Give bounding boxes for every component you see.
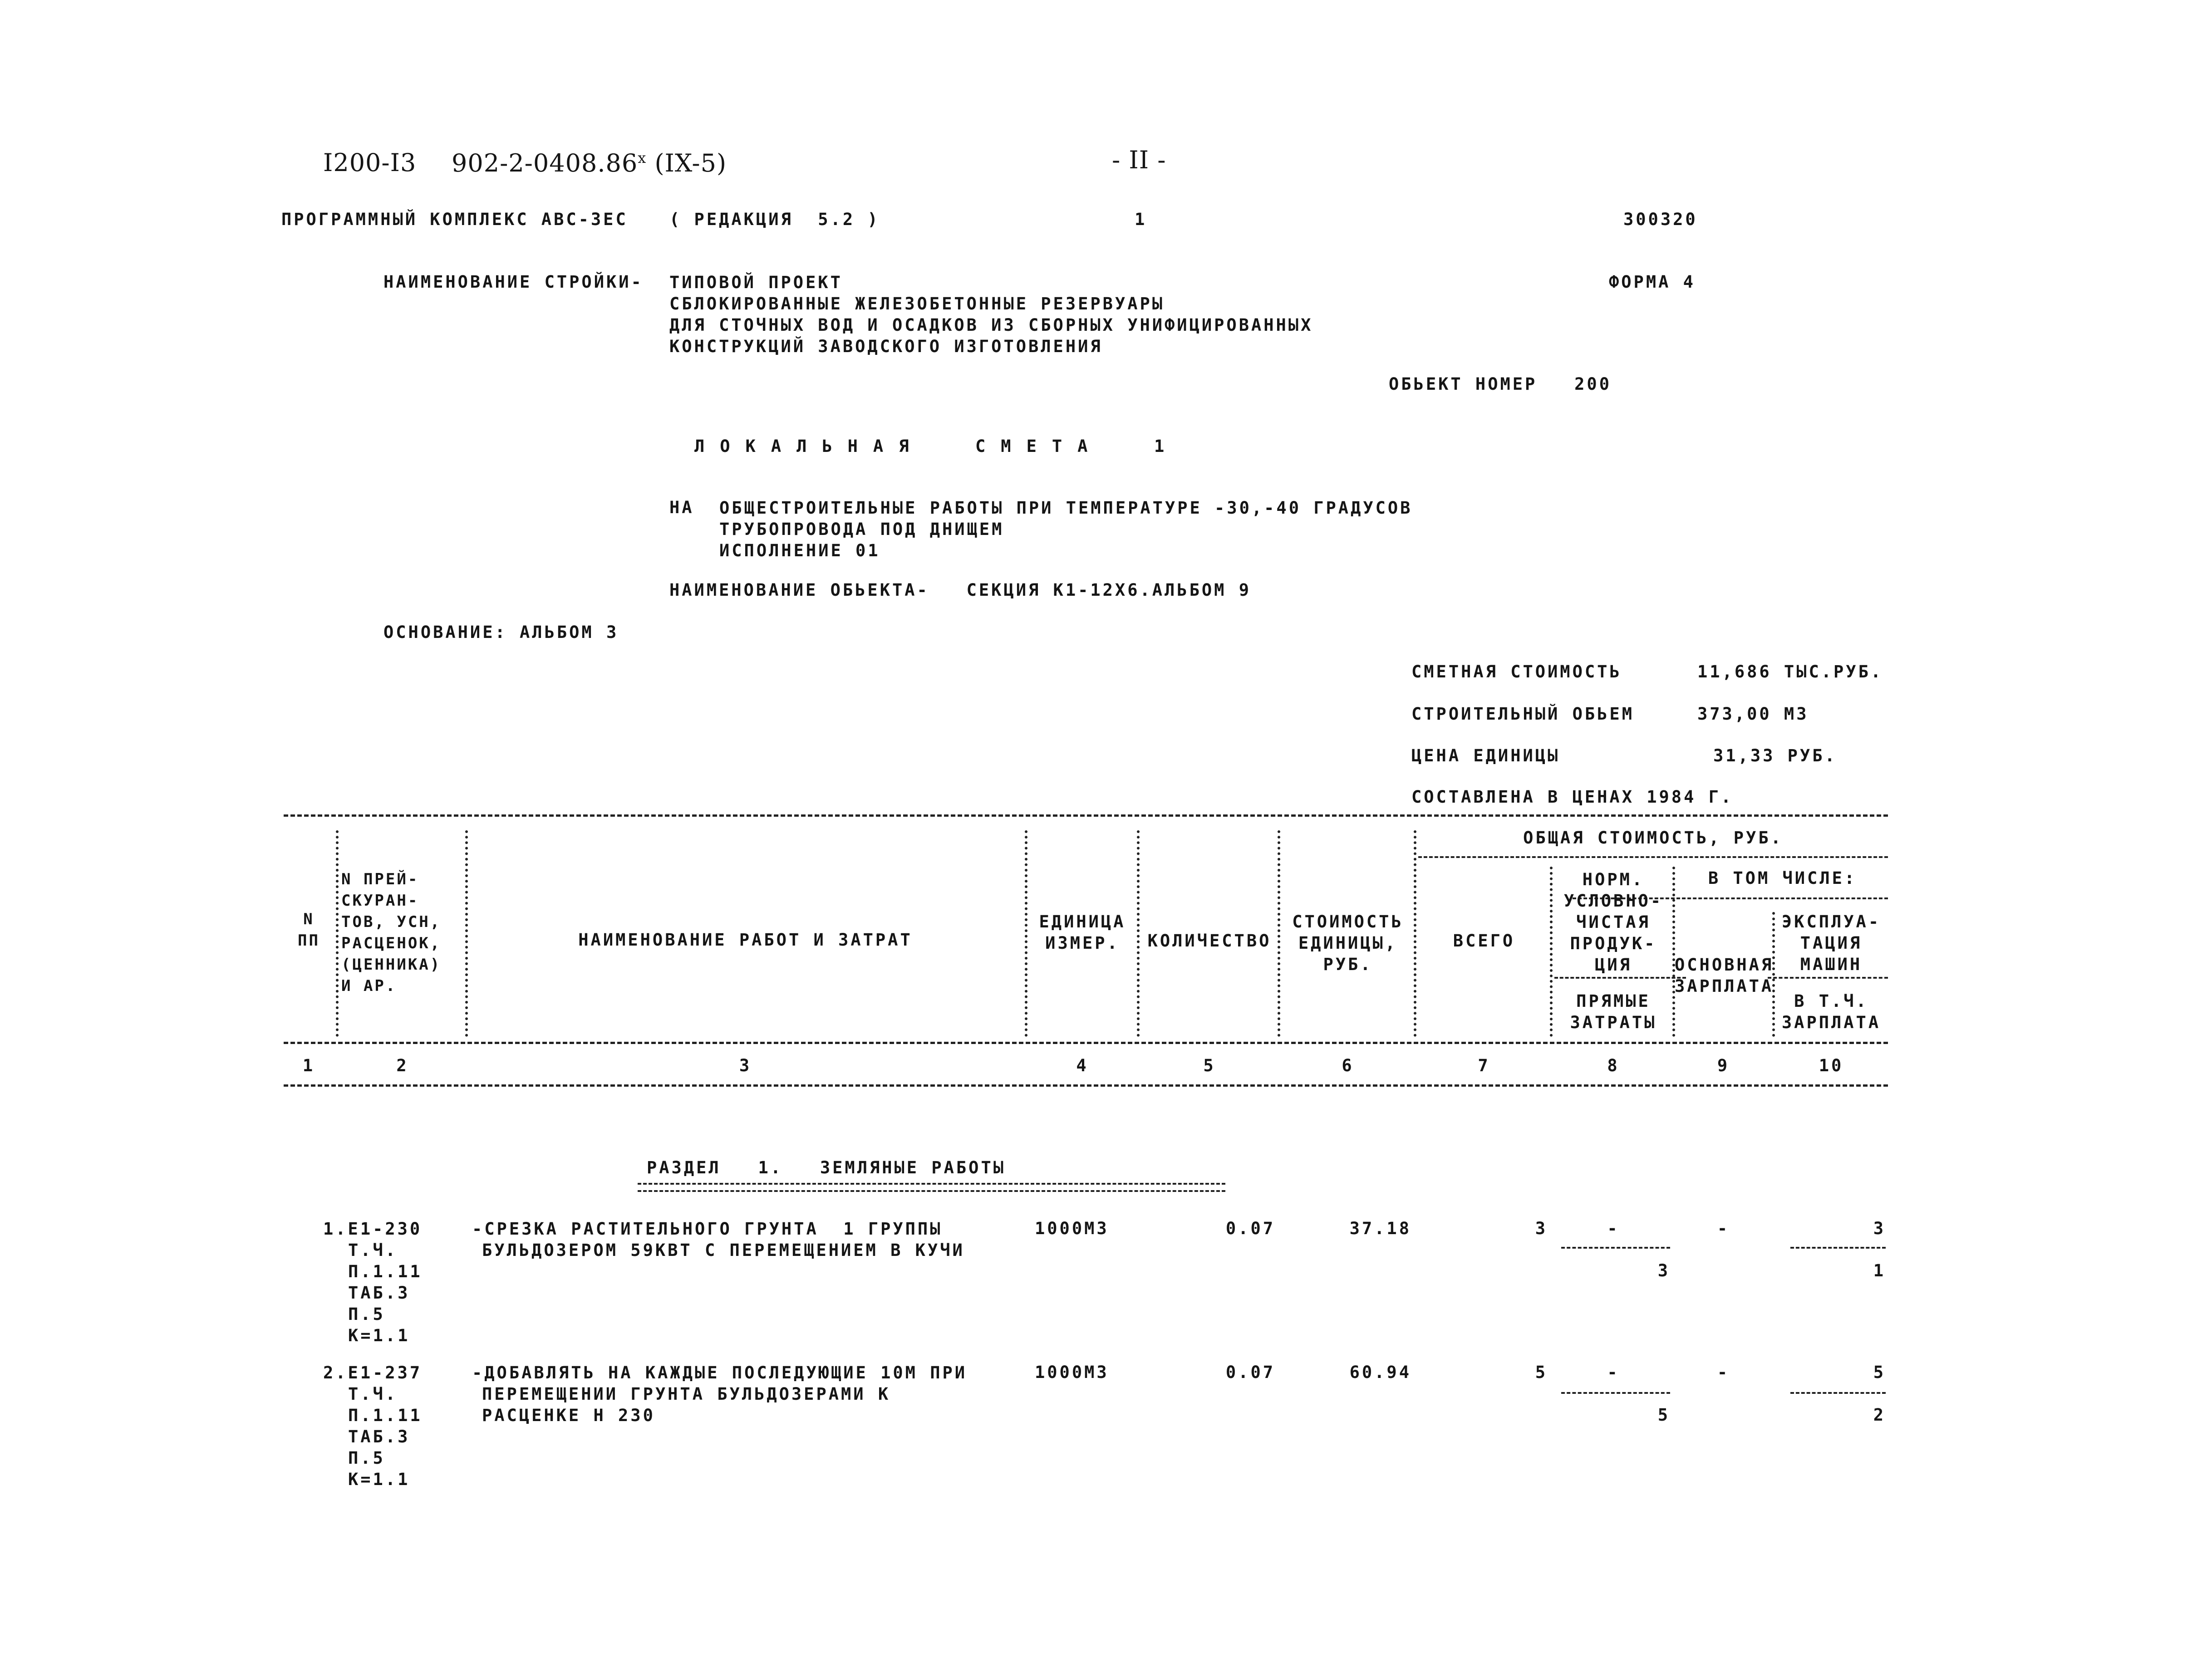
column-number: 6 xyxy=(1342,1056,1354,1075)
col-machine-wages-header: В Т.Ч. ЗАРПЛАТА xyxy=(1781,991,1881,1032)
column-number: 7 xyxy=(1478,1056,1490,1075)
construction-line: ДЛЯ СТОЧНЫХ ВОД И ОСАДКОВ ИЗ СБОРНЫХ УНИФИЦИРОВАННЫХ xyxy=(669,315,1313,335)
rule xyxy=(284,1084,1888,1087)
summary-label: СТРОИТЕЛЬНЫЙ ОБЬЕМ xyxy=(1411,704,1634,724)
rule xyxy=(1768,977,1888,979)
summary-value: 11,686 ТЫС.РУБ. xyxy=(1697,662,1883,681)
col-price-header: СТОИМОСТЬ ЕДИНИЦЫ, РУБ. xyxy=(1292,912,1404,974)
col-name-header: НАИМЕНОВАНИЕ РАБОТ И ЗАТРАТ xyxy=(578,930,913,950)
row-machines-bottom: 2 xyxy=(1873,1405,1886,1425)
row-norm-top: - xyxy=(1607,1219,1620,1238)
row-wages: - xyxy=(1717,1219,1730,1238)
column-number: 5 xyxy=(1203,1056,1216,1075)
column-number: 8 xyxy=(1607,1056,1620,1075)
prices-year: СОСТАВЛЕНА В ЦЕНАХ 1984 Г. xyxy=(1411,787,1734,807)
object-name: НАИМЕНОВАНИЕ ОБЬЕКТА- СЕКЦИЯ К1-12Х6.АЛЬБОМ 9 xyxy=(669,580,1251,600)
estimate-title: ЛОКАЛЬНАЯ СМЕТА 1 xyxy=(694,436,1180,456)
row-price: 37.18 xyxy=(1349,1219,1411,1238)
row-total: 3 xyxy=(1535,1219,1548,1238)
col-wages-header: ОСНОВНАЯ ЗАРПЛАТА xyxy=(1675,955,1774,996)
row-norm-top: - xyxy=(1607,1363,1620,1382)
row-machines-bottom: 1 xyxy=(1873,1261,1886,1280)
column-separator xyxy=(1414,830,1416,1037)
form-label: ФОРМА 4 xyxy=(1609,272,1696,292)
cell-divider xyxy=(1790,1247,1886,1249)
column-separator xyxy=(465,830,468,1037)
estimate-purpose xyxy=(719,497,1412,561)
column-separator xyxy=(1550,867,1553,1037)
rule xyxy=(1554,977,1686,979)
object-number: ОБЬЕКТ НОМЕР 200 xyxy=(1389,374,1612,394)
program-code: 300320 xyxy=(1623,210,1698,229)
purpose-line: ИСПОЛНЕНИЕ 01 xyxy=(719,541,880,560)
col-norm-header: НОРМ. УСЛОВНО- ЧИСТАЯ ПРОДУК- ЦИЯ xyxy=(1563,870,1663,975)
col-total-header: ВСЕГО xyxy=(1453,931,1515,951)
summary-value: 373,00 М3 xyxy=(1697,704,1809,724)
construction-line: КОНСТРУКЦИЙ ЗАВОДСКОГО ИЗГОТОВЛЕНИЯ xyxy=(669,337,1103,356)
sheet-number: 1 xyxy=(1135,210,1147,229)
column-separator xyxy=(336,830,339,1037)
purpose-line: ОБЩЕСТРОИТЕЛЬНЫЕ РАБОТЫ ПРИ ТЕМПЕРАТУРЕ -30,-40 ГРАДУСОВ xyxy=(719,498,1413,518)
col-qty-header: КОЛИЧЕСТВО xyxy=(1147,931,1272,951)
column-separator xyxy=(1672,867,1675,1037)
rule xyxy=(284,1042,1888,1044)
construction-label: НАИМЕНОВАНИЕ СТРОЙКИ- xyxy=(383,272,644,292)
row-machines-top: 5 xyxy=(1873,1363,1886,1382)
row-name: -СРЕЗКА РАСТИТЕЛЬНОГО ГРУНТА 1 ГРУППЫ БУЛЬДОЗЕРОМ 59КВТ С ПЕРЕМЕЩЕНИЕМ В КУЧИ xyxy=(472,1219,965,1260)
col-code-header: N ПРЕЙ- СКУРАН- ТОВ, УСН, РАСЦЕНОК, (ЦЕННИКА) И АР. xyxy=(341,870,442,995)
purpose-line: ТРУБОПРОВОДА ПОД ДНИЩЕМ xyxy=(719,520,1004,539)
row-code: 1.Е1-230 Т.Ч. П.1.11 ТАБ.3 П.5 К=1.1 xyxy=(323,1219,423,1345)
column-separator xyxy=(1025,830,1027,1037)
column-number: 4 xyxy=(1076,1056,1089,1075)
row-name: -ДОБАВЛЯТЬ НА КАЖДЫЕ ПОСЛЕДУЮЩИЕ 10М ПРИ ПЕРЕМЕЩЕНИИ ГРУНТА БУЛЬДОЗЕРАМИ К РАСЦЕНКЕ Н 230 xyxy=(472,1363,968,1425)
na-label: НА xyxy=(669,498,694,517)
column-number: 9 xyxy=(1717,1056,1730,1075)
column-separator xyxy=(1278,830,1280,1037)
construction-line: ТИПОВОЙ ПРОЕКТ xyxy=(669,273,843,292)
row-wages: - xyxy=(1717,1363,1730,1382)
row-unit: 1000М3 xyxy=(1035,1219,1109,1238)
summary-value: 31,33 РУБ. xyxy=(1713,746,1837,765)
row-norm-bottom: 5 xyxy=(1657,1405,1670,1425)
section-underline xyxy=(638,1183,1225,1192)
rule xyxy=(284,814,1888,817)
total-group-header: ОБЩАЯ СТОИМОСТЬ, РУБ. xyxy=(1523,828,1783,848)
construction-name xyxy=(669,272,1313,357)
column-number: 3 xyxy=(739,1056,752,1075)
row-qty: 0.07 xyxy=(1225,1363,1275,1382)
row-machines-top: 3 xyxy=(1873,1219,1886,1238)
project-code: 902-2-0408.86$^x$ (IX-5) xyxy=(452,149,727,177)
construction-line: СБЛОКИРОВАННЫЕ ЖЕЛЕЗОБЕТОННЫЕ РЕЗЕРВУАРЫ xyxy=(669,294,1165,314)
column-number: 1 xyxy=(302,1056,315,1075)
program-name: ПРОГРАММНЫЙ КОМПЛЕКС АВС-3ЕС xyxy=(281,210,628,229)
summary-label: СМЕТНАЯ СТОИМОСТЬ xyxy=(1411,662,1622,681)
summary-label: ЦЕНА ЕДИНИЦЫ xyxy=(1411,746,1560,765)
cell-divider xyxy=(1790,1392,1886,1394)
cell-divider xyxy=(1561,1247,1670,1249)
row-unit: 1000М3 xyxy=(1035,1363,1109,1382)
row-qty: 0.07 xyxy=(1225,1219,1275,1238)
col-number-header: N ПП xyxy=(298,910,320,950)
program-edition: ( РЕДАКЦИЯ 5.2 ) xyxy=(669,210,880,229)
column-separator xyxy=(1137,830,1140,1037)
row-price: 60.94 xyxy=(1349,1363,1411,1382)
cell-divider xyxy=(1561,1392,1670,1394)
col-machines-header: ЭКСПЛУА- ТАЦИЯ МАШИН xyxy=(1781,912,1881,974)
col-direct-costs-header: ПРЯМЫЕ ЗАТРАТЫ xyxy=(1570,991,1657,1032)
basis: ОСНОВАНИЕ: АЛЬБОМ 3 xyxy=(383,623,619,642)
doc-code: I200-I3 xyxy=(323,148,417,177)
row-code: 2.Е1-237 Т.Ч. П.1.11 ТАБ.3 П.5 К=1.1 xyxy=(323,1363,423,1489)
section-title: РАЗДЕЛ 1. ЗЕМЛЯНЫЕ РАБОТЫ xyxy=(647,1158,1006,1177)
col-unit-header: ЕДИНИЦА ИЗМЕР. xyxy=(1039,912,1126,953)
column-number: 10 xyxy=(1819,1056,1844,1075)
column-number: 2 xyxy=(396,1056,409,1075)
page-number: - II - xyxy=(1112,146,1166,174)
row-total: 5 xyxy=(1535,1363,1548,1382)
rule xyxy=(1418,856,1888,858)
row-norm-bottom: 3 xyxy=(1657,1261,1670,1280)
incl-group-header: В ТОМ ЧИСЛЕ: xyxy=(1708,868,1857,888)
